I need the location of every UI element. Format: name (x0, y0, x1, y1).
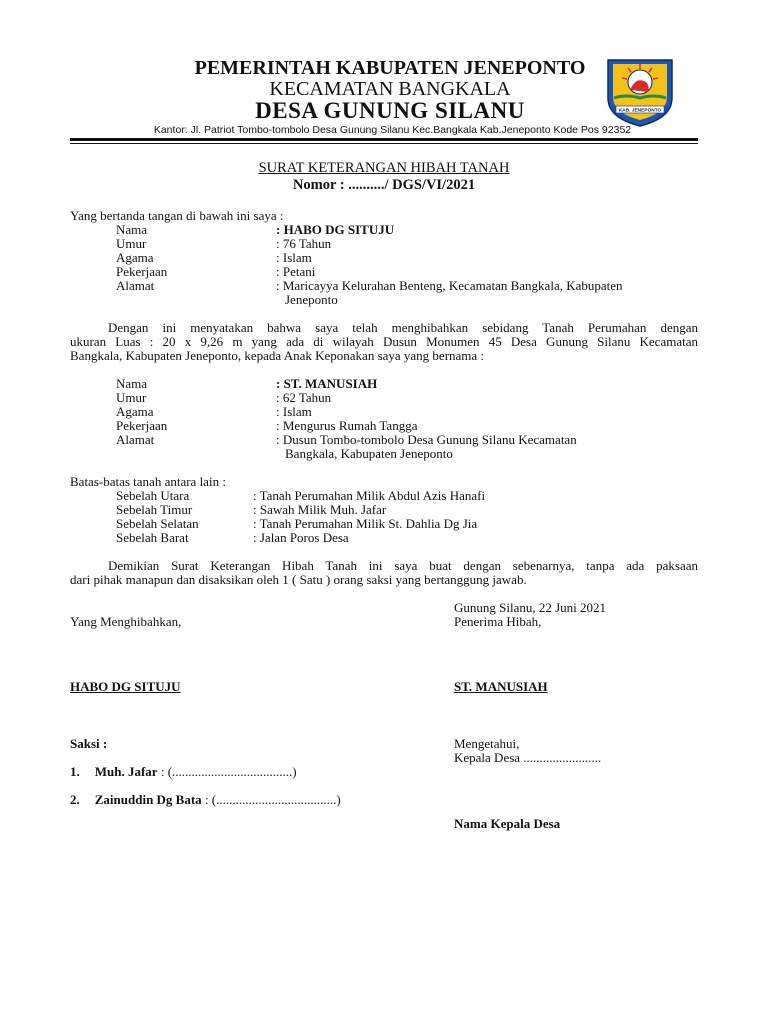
receiver-name: : ST. MANUSIAH (276, 376, 378, 391)
village-head-name: Nama Kepala Desa (454, 816, 561, 831)
witness-2-name: Zainuddin Dg Bata (94, 792, 202, 807)
receiver-signature-title: Penerima Hibah, (454, 614, 542, 629)
receiver-label-name: Nama (116, 376, 148, 391)
boundary-label-north: Sebelah Utara (116, 488, 190, 503)
giver-label-name: Nama (116, 222, 148, 237)
giver-name: : HABO DG SITUJU (276, 222, 395, 237)
receiver-signature-name: ST. MANUSIAH (454, 679, 548, 694)
giver-label-occupation: Pekerjaan (116, 264, 168, 279)
place-date: Gunung Silanu, 22 Juni 2021 (454, 600, 607, 615)
gov-heading: PEMERINTAH KABUPATEN JENEPONTO (194, 57, 586, 79)
boundary-north: : Tanah Perumahan Milik Abdul Azis Hanafi (253, 488, 486, 503)
boundary-west: : Jalan Poros Desa (253, 530, 349, 545)
receiver-age: : 62 Tahun (276, 390, 332, 405)
witness-1-number: 1. (70, 764, 80, 779)
receiver-label-religion: Agama (116, 404, 154, 419)
boundary-south: : Tanah Perumahan Milik St. Dahlia Dg Jia (253, 516, 478, 531)
document-title: SURAT KETERANGAN HIBAH TANAH (258, 160, 510, 176)
document-number: Nomor : ........../ DGS/VI/2021 (292, 177, 476, 193)
header-rule-thick (70, 138, 698, 141)
boundary-label-west: Sebelah Barat (116, 530, 189, 545)
village-head-line: Kepala Desa ........................ (454, 750, 602, 765)
giver-address-cont: Jeneponto (285, 292, 338, 307)
receiver-address-cont: Bangkala, Kabupaten Jeneponto (285, 446, 453, 461)
giver-age: : 76 Tahun (276, 236, 332, 251)
witness-1-signature-line: : (.....................................) (157, 764, 297, 779)
giver-signature-name: HABO DG SITUJU (70, 679, 181, 694)
giver-occupation: : Petani (276, 264, 316, 279)
office-address: Kantor: Jl. Patriot Tombo-tombolo Desa Gunung Silanu Kec.Bangkala Kab.Jeneponto Kode Pos 92352 (153, 124, 632, 136)
witness-heading: Saksi : (70, 736, 108, 751)
regency-emblem-icon (600, 54, 680, 128)
receiver-religion: : Islam (276, 404, 312, 419)
receiver-label-age: Umur (116, 390, 147, 405)
receiver-address: : Dusun Tombo-tombolo Desa Gunung Silanu Kecamatan (276, 432, 577, 447)
giver-label-age: Umur (116, 236, 147, 251)
statement-line-2: ukuran Luas : 20 x 9,26 m yang ada di wilayah Dusun Monumen 45 Desa Gunung Silanu Kecamatan (70, 334, 698, 349)
boundary-label-east: Sebelah Timur (116, 502, 193, 517)
witness-2-number: 2. (70, 792, 80, 807)
giver-signature-title: Yang Menghibahkan, (70, 614, 182, 629)
giver-religion: : Islam (276, 250, 312, 265)
header-rule-thin (70, 143, 698, 144)
closing-line-2: dari pihak manapun dan disaksikan oleh 1 ( Satu ) orang saksi yang bertanggung jawab. (70, 572, 527, 587)
receiver-label-occupation: Pekerjaan (116, 418, 168, 433)
receiver-label-address: Alamat (116, 432, 155, 447)
witness-1 (70, 765, 297, 779)
boundary-east: : Sawah Milik Muh. Jafar (253, 502, 387, 517)
statement-line-3: Bangkala, Kabupaten Jeneponto, kepada Anak Keponakan saya yang bernama : (70, 348, 485, 363)
boundaries-intro: Batas-batas tanah antara lain : (70, 474, 226, 489)
giver-label-religion: Agama (116, 250, 154, 265)
district-heading: KECAMATAN BANGKALA (269, 78, 511, 100)
intro-text: Yang bertanda tangan di bawah ini saya : (70, 208, 284, 223)
emblem-text: KAB. JENEPONTO (618, 108, 662, 114)
village-heading: DESA GUNUNG SILANU (255, 98, 525, 123)
witness-2-signature-line: : (.....................................) (201, 792, 341, 807)
giver-address: : Maricayya Kelurahan Benteng, Kecamatan Bangkala, Kabupaten (276, 278, 623, 293)
giver-label-address: Alamat (116, 278, 155, 293)
statement-line-1: Dengan ini menyatakan bahwa saya telah menghibahkan sebidang Tanah Perumahan dengan (108, 320, 698, 335)
receiver-occupation: : Mengurus Rumah Tangga (276, 418, 418, 433)
witness-2 (70, 793, 341, 807)
boundary-label-south: Sebelah Selatan (116, 516, 199, 531)
witness-1-name: Muh. Jafar (94, 764, 158, 779)
acknowledged-label: Mengetahui, (454, 736, 520, 751)
closing-line-1: Demikian Surat Keterangan Hibah Tanah ini saya buat dengan sebenarnya, tanpa ada paksaan (108, 558, 698, 573)
